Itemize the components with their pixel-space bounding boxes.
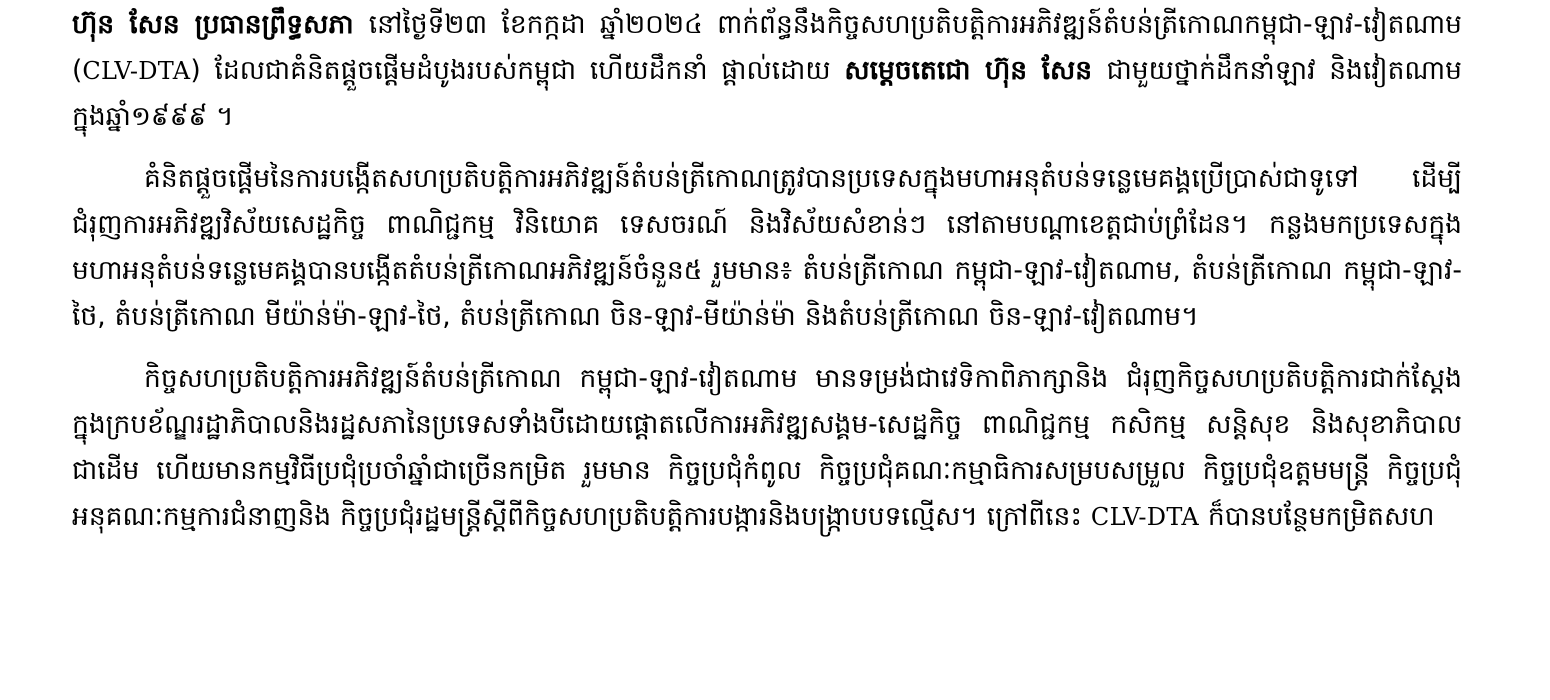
paragraph-1-run-2: នៅថ្ងៃទី២៣ ខែកក្កដា ឆ្នាំ២០២៤ ពាក់ព័ន្ធនឹងកិច្ចសហប្រតិបត្តិការអភិវឌ្ឍន៍តំបន់ត្រីកោណកម្ពុជា-ឡាវ-វៀតណាម ( xyxy=(72,9,1463,86)
paragraph-1-run-6: ជាមួយថ្នាក់ដឹកនាំឡាវ និងវៀតណាម ក្នុងឆ្នាំ១៩៩៩ ។ xyxy=(72,55,1463,132)
paragraph-1 xyxy=(72,2,1462,140)
paragraph-1-run-3: CLV-DTA xyxy=(82,57,191,85)
paragraph-1-run-4: ) ដែលជាគំនិតផ្តួចផ្តើមដំបូងរបស់កម្ពុជា ហើយដឹកនាំ ផ្តាល់ដោយ xyxy=(190,55,845,86)
paragraph-1-run-5: សម្តេចតេជោ ហ៊ុន សែន xyxy=(844,55,1107,86)
paragraph-3-run-2: CLV-DTA xyxy=(1090,503,1199,531)
paragraph-2-run-1: គំនិតផ្តួចផ្តើមនៃការបង្កើតសហប្រតិបត្តិការអភិវឌ្ឍន៍តំបន់ត្រីកោណត្រូវបានប្រទេសក្នុងមហាអនុតំបន់ទន្លេមេគង្គប្រើប្រាស់ជាទូទៅ ដើម្បីជំរុញការអភិវឌ្ឍវិស័យសេដ្ឋកិច្ច ពាណិជ្ជកម្ម វិនិយោគ ទេសចរណ៍ និងវិស័យសំខាន់ៗ នៅតាមបណ្តាខេត្តជាប់ព្រំដែន។ កន្លងមកប្រទេសក្នុងមហាអនុតំបន់ទន្លេមេគង្គបានបង្កើតតំបន់ត្រីកោណអភិវឌ្ឍន៍ចំនួន៥ រួមមាន៖ តំបន់ត្រីកោណ កម្ពុជា-ឡាវ-វៀតណាម, តំបន់ត្រីកោណ កម្ពុជា-ឡាវ-ថៃ, តំបន់ត្រីកោណ មីយ៉ាន់ម៉ា-ឡាវ-ថៃ, តំបន់ត្រីកោណ ចិន-ឡាវ-មីយ៉ាន់ម៉ា និងតំបន់ត្រីកោណ ចិន-ឡាវ-វៀតណាម។ xyxy=(72,163,1462,332)
paragraph-3 xyxy=(72,356,1462,540)
document-body xyxy=(72,0,1462,540)
paragraph-2 xyxy=(72,156,1462,340)
paragraph-1-run-1: ហ៊ុន សែន ប្រធានព្រឹទ្ធសភា xyxy=(72,9,369,40)
paragraph-3-run-3: ក៏បានបន្ថែមកម្រិតសហ xyxy=(1198,501,1435,532)
paragraph-3-run-1: កិច្ចសហប្រតិបត្តិការអភិវឌ្ឍន៍តំបន់ត្រីកោណ កម្ពុជា-ឡាវ-វៀតណាម មានទម្រង់ជាវេទិកាពិភាក្សានិង ជំរុញកិច្ចសហប្រតិបត្តិការជាក់ស្តែងក្នុងក្របខ័ណ្ឌរដ្ឋាភិបាលនិងរដ្ឋសភានៃប្រទេសទាំងបីដោយផ្តោតលើការអភិវឌ្ឍសង្គម-សេដ្ឋកិច្ច ពាណិជ្ជកម្ម កសិកម្ម សន្តិសុខ និងសុខាភិបាលជាដើម ហើយមានកម្មវិធីប្រជុំប្រចាំឆ្នាំជាច្រើនកម្រិត រួមមាន កិច្ចប្រជុំកំពូល កិច្ចប្រជុំគណៈកម្មាធិការសម្របសម្រួល កិច្ចប្រជុំឧត្តមមន្ត្រី កិច្ចប្រជុំអនុគណៈកម្មការជំនាញនិង កិច្ចប្រជុំរដ្ឋមន្ត្រីស្តីពីកិច្ចសហប្រតិបត្តិការបង្ការនិងបង្ក្រាបបទល្មើស។ ក្រៅពីនេះ xyxy=(72,363,1462,532)
